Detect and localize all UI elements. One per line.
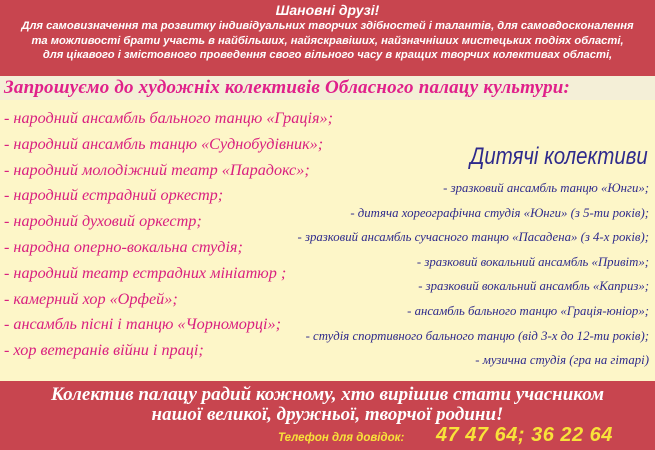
intro-line-3: для цікавого і змістовного проведення свого вільного часу в кращих творчих колективах області,: [42, 49, 613, 61]
intro-line-1: Для самовизначення та розвитку індивідуальних творчих здібностей і талантів, для самовдосконалення: [21, 20, 634, 32]
adult-group-item: - народний молодіжний театр «Парадокс»;: [4, 160, 310, 179]
kids-group-item: - ансамбль бального танцю «Грація-юніор»;: [407, 303, 649, 318]
adult-group-item: - народний ансамбль бального танцю «Грація»;: [4, 109, 333, 127]
kids-group-item: - музична студія (гра на гітарі): [475, 353, 649, 368]
kids-group-item: - зразковий вокальний ансамбль «Привіт»;: [416, 254, 649, 269]
closing-line-2: нашої великої, дружньої, творчої родини!: [151, 404, 504, 425]
kids-group-item: - зразковий ансамбль танцю «Юнги»;: [443, 181, 649, 195]
greeting-heading: Шановні друзі!: [275, 2, 380, 18]
intro-line-2: та можливості брати участь в найбільших, найяскравіших, найзначніших мистецьких подіях області,: [31, 34, 624, 47]
adult-group-item: - народний духовий оркестр;: [4, 212, 202, 231]
kids-group-item: - студія спортивного бального танцю (від 3-х до 12-ти років);: [305, 328, 649, 343]
adult-group-item: - хор ветеранів війни і праці;: [4, 341, 204, 360]
closing-line-1: Колектив палацу радий кожному, хто вирішив стати учасником: [50, 384, 604, 405]
closing-message: [0, 385, 655, 425]
adult-groups-list: [4, 106, 333, 364]
adult-group-item: - народний театр естрадних мініатюр ;: [4, 263, 287, 282]
kids-group-item: - зразковий ансамбль сучасного танцю «Пасадена» (з 4-х років);: [297, 230, 649, 245]
phone-label: Телефон для довідок:: [278, 432, 405, 444]
invite-heading: Запрошуємо до художніх колективів Обласного палацу культури:: [4, 77, 571, 98]
phone-numbers: 47 47 64; 36 22 64: [436, 424, 613, 446]
adult-group-item: - камерний хор «Орфей»;: [4, 289, 178, 308]
header-band: [0, 0, 655, 76]
kids-group-item: - зразковий вокальний ансамбль «Каприз»;: [418, 279, 649, 294]
kids-groups-list: [298, 176, 649, 373]
kids-group-item: - дитяча хореографічна студія «Юнги» (з 5-ти років);: [350, 205, 649, 220]
adult-group-item: - народний ансамбль танцю «Суднобудівник»;: [4, 134, 324, 153]
adult-group-item: - народний естрадний оркестр;: [4, 186, 224, 205]
adult-group-item: - народна оперно-вокальна студія;: [4, 237, 243, 256]
kids-groups-title: Дитячі колективи: [470, 143, 648, 170]
adult-group-item: - ансамбль пісні і танцю «Чорноморці»;: [4, 315, 281, 334]
invite-band: [0, 76, 655, 100]
footer-band: [0, 381, 655, 450]
